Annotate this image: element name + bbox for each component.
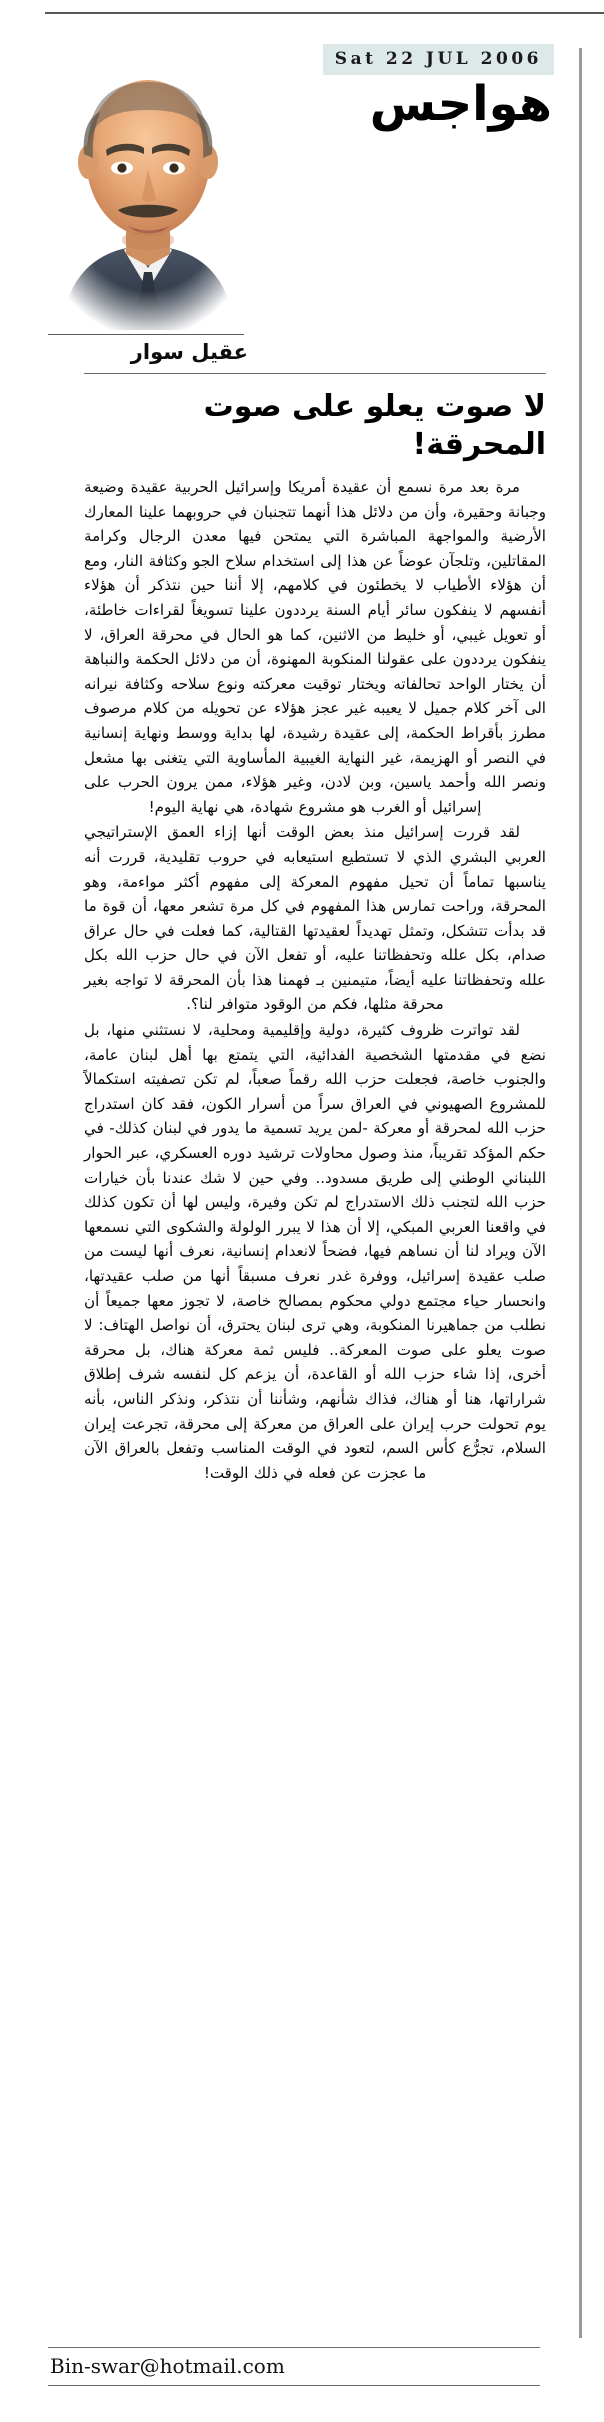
publication-date: Sat 22 JUL 2006 xyxy=(323,44,554,75)
right-column-divider-rule xyxy=(579,48,582,2338)
author-portrait-photo xyxy=(44,58,252,330)
article-paragraph: لقد تواترت ظروف كثيرة، دولية وإقليمية ومحلية، لا نستثني منها، بل نضع في مقدمتها الشخصية الفدائية، التي يتمتع بها أهل لبنان عامة، والجنوب خاصة، فجعلت حزب الله رقماً صعباً، لم تكن تصفيته استكمالاً للمشروع الصهيوني في العراق سراً من أسرار الكون، فقد كان استدراج حزب الله لمحرقة أو معركة -لمن يريد تسمية ما يدور في لبنان كذلك- في حكم المؤكد تقريباً، منذ وصول محاولات ترشيد دوره العسكري، عبر الحوار اللبناني الوطني إلى طريق مسدود.. وفي حين لا شك عندنا بأن خيارات حزب الله لتجنب ذلك الاستدراج لم تكن وفيرة، وليس لها أن تكون كذلك في واقعنا العربي المبكي، إلا أن هذا لا يبرر الولولة والشكوى التي نسمعها الآن ويراد لنا أن نساهم فيها، فضحاً لانعدام إنسانية، نعرف أنها ليست من صلب عقيدة إسرائيل، ووفرة غدر نعرف مسبقاً أنها من صلب عقيدتها، وانحسار حياء مجتمع دولي محكوم بمصالح خاصة، لا تجوز معها جميعاً أن نطلب من جماهيرنا المنكوبة، وهي ترى لبنان يحترق، أن نواصل الهتاف: لا صوت يعلو على صوت المعركة.. فليس ثمة معركة هناك، بل محرقة أخرى، إذا شاء حزب الله أو القاعدة، أن يزعم كل لنفسه شرف إطلاق شراراتها، هنا أو هناك، فذاك شأنهم، وشأننا أن نتذكر، ونذكر الناس، بأنه يوم تحولت حرب إيران على العراق من معركة إلى محرقة، تجرعت إيران السلام، تجرُّع كأس السم، لتعود في الوقت المناسب وتفعل بالعراق الآن ما عجزت عن فعله في ذلك الوقت! xyxy=(84,1021,546,1482)
byline-divider-rule xyxy=(48,334,244,335)
article-paragraph: مرة بعد مرة نسمع أن عقيدة أمريكا وإسرائيل الحربية عقيدة وضيعة وجبانة وحقيرة، وأن من دلائل هذا أنهما تتجنبان في حروبهما علينا المعارك الأرضية والمواجهة المباشرة التي يمتحن فيها معدن الرجال وكرامة المقاتلين، وتلجآن عوضاً عن هذا إلى استخدام سلاح الجو وكثافة النار، ومع أن هؤلاء الأطياب لا يخطئون في كلامهم، إلا أننا حين نتذكر أن هؤلاء أنفسهم لا ينفكون سائر أيام السنة يرددون علينا تسويغاً لقراءات خاطئة، أو تعويل غيبي، أو خليط من الاثنين، كما هو الحال في محرقة العراق، لا ينفكون يرددون على عقولنا المنكوبة المهنوة، أن من دلائل الحكمة والنباهة أن يختار الواحد تحالفاته ويختار توقيت معركته ونوع سلاحه وكثافة نيرانه الى آخر كلام جميل لا يعيبه غير عجز هؤلاء عن تحويله من كلام مرصوف مطرز بأقراط الحكمة، إلى عقيدة رشيدة، لها بداية ووسط ونهاية إنسانية في النصر أو الهزيمة، غير النهاية الغيبية المأساوية التي يتغنى بها مشعل ونصر الله وأحمد ياسين، وبن لادن، وغير هؤلاء، ممن يرون الحرب على إسرائيل أو الغرب هو مشروع شهادة، هي نهاية اليوم! xyxy=(84,478,546,816)
article-paragraph: لقد قررت إسرائيل منذ بعض الوقت أنها إزاء العمق الإستراتيجي العربي البشري الذي لا تستطيع استيعابه في حروب تقليدية، قررت أنه يناسبها تماماً أن تحيل مفهوم المعركة إلى مفهوم أكثر مواءمة، وهو المحرقة، وراحت تمارس هذا المفهوم في كل مرة تشعر معها، أن قوة ما قد بدأت تتشكل، وتمثل تهديداً لعقيدتها القتالية، كما فعلت في حال عراق صدام، بكل علله وتحفظاتنا عليه، أو تفعل الآن في حال حزب الله بكل علله وتحفظاتنا عليه أيضاً، متيمنين بـ فهمنا هذا بأن المحرقة لا تواجه بغير محرقة مثلها، فكم من الوقود متوافر لنا؟. xyxy=(84,823,546,1014)
article-text xyxy=(84,475,546,1485)
top-divider-rule xyxy=(45,12,604,14)
author-email[interactable]: Bin-swar@hotmail.com xyxy=(50,2354,285,2378)
author-name: عقيل سوار xyxy=(130,340,248,364)
article-footer xyxy=(48,2347,540,2386)
article-headline: لا صوت يعلو على صوت المحرقة! xyxy=(203,389,546,462)
article-body-container xyxy=(84,373,546,1486)
masthead-title: هواجس xyxy=(369,76,552,132)
footer-bottom-rule xyxy=(48,2385,540,2386)
portrait-image xyxy=(44,58,252,330)
article-top-divider-rule xyxy=(84,373,546,374)
